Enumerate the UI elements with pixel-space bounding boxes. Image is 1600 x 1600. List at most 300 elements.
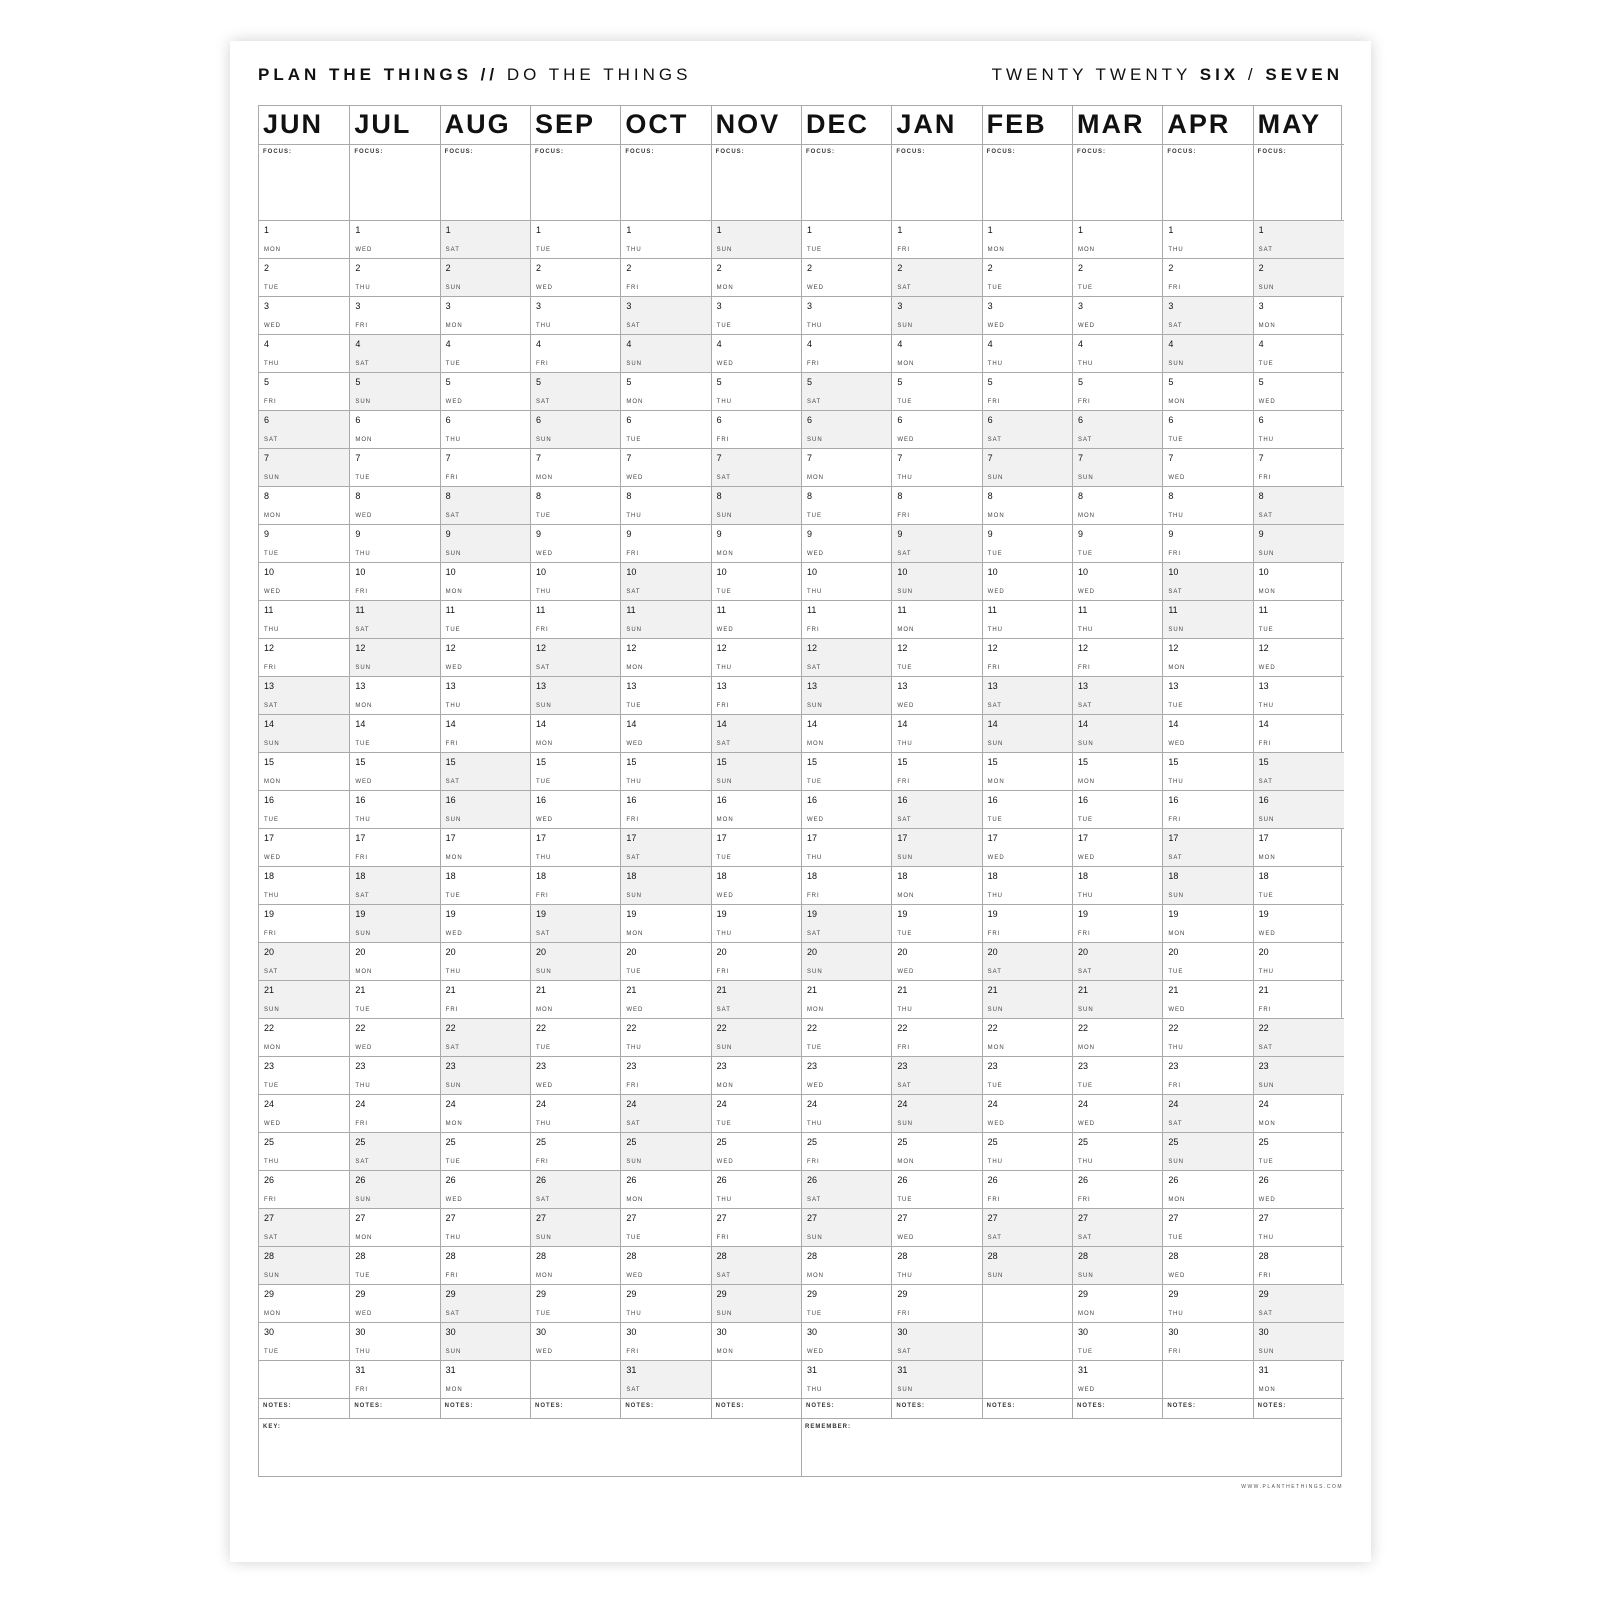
day-number: 12: [626, 643, 637, 653]
day-number: 2: [264, 263, 270, 273]
day-cell: [1163, 1056, 1253, 1094]
day-cell: [259, 1322, 349, 1360]
day-number: 15: [445, 757, 456, 767]
day-number: 13: [626, 681, 637, 691]
day-cell: [531, 866, 621, 904]
day-weekday: WED: [536, 1349, 553, 1355]
day-weekday: WED: [807, 1083, 824, 1089]
day-weekday: SAT: [355, 627, 370, 633]
day-weekday: MON: [807, 741, 824, 747]
day-weekday: FRI: [897, 247, 910, 253]
day-weekday: SUN: [626, 361, 642, 367]
day-number: 7: [264, 453, 270, 463]
day-cell: [802, 600, 892, 638]
day-cell: [621, 372, 711, 410]
day-weekday: THU: [626, 1045, 642, 1051]
day-cell: [259, 448, 349, 486]
day-number: 14: [987, 719, 998, 729]
day-cell: [1254, 1094, 1344, 1132]
day-cell: [1073, 714, 1163, 752]
day-cell: [350, 562, 440, 600]
day-cell: [1073, 220, 1163, 258]
day-number: 26: [626, 1175, 637, 1185]
day-cell: [441, 1056, 531, 1094]
notes-label: NOTES:: [715, 1403, 745, 1409]
day-number: 17: [264, 833, 275, 843]
day-number: 18: [987, 871, 998, 881]
day-number: 20: [897, 947, 908, 957]
day-cell: [892, 828, 982, 866]
day-cell: [259, 980, 349, 1018]
day-number: 24: [1258, 1099, 1269, 1109]
day-weekday: SAT: [897, 1349, 912, 1355]
day-number: 21: [897, 985, 908, 995]
day-number: 16: [264, 795, 275, 805]
day-cell: [712, 980, 802, 1018]
day-weekday: WED: [987, 589, 1005, 595]
day-weekday: WED: [1078, 855, 1095, 861]
day-number: 9: [626, 529, 632, 539]
day-cell: [1254, 1132, 1344, 1170]
day-cell: [441, 486, 531, 524]
day-number: 26: [536, 1175, 547, 1185]
day-number: 16: [1078, 795, 1089, 805]
day-cell: [1254, 600, 1344, 638]
day-weekday: MON: [264, 1045, 281, 1051]
day-weekday: FRI: [807, 361, 820, 367]
day-weekday: SAT: [716, 1273, 731, 1279]
day-cell: [1163, 638, 1253, 676]
day-number: 20: [716, 947, 727, 957]
day-cell: [1073, 980, 1163, 1018]
day-number: 7: [1168, 453, 1174, 463]
day-weekday: TUE: [987, 551, 1003, 557]
day-weekday: SAT: [536, 1197, 551, 1203]
day-cell: [1073, 866, 1163, 904]
day-number: 6: [807, 415, 813, 425]
day-weekday: WED: [1168, 1273, 1186, 1279]
day-number: 4: [897, 339, 903, 349]
day-cell: [350, 1018, 440, 1056]
day-weekday: SUN: [626, 893, 642, 899]
day-cell: [621, 410, 711, 448]
day-weekday: THU: [445, 969, 461, 975]
day-weekday: WED: [264, 855, 281, 861]
day-weekday: THU: [897, 741, 913, 747]
day-cell: [1073, 486, 1163, 524]
day-cell: [712, 562, 802, 600]
day-weekday: SAT: [1168, 323, 1183, 329]
day-cell: [259, 1170, 349, 1208]
month-name: FEB: [986, 109, 1047, 139]
day-number: 19: [1078, 909, 1089, 919]
day-number: 27: [987, 1213, 998, 1223]
day-weekday: FRI: [897, 1311, 910, 1317]
day-number: 20: [987, 947, 998, 957]
day-cell: [621, 600, 711, 638]
day-cell: [1073, 904, 1163, 942]
day-number: 7: [807, 453, 813, 463]
day-weekday: FRI: [626, 285, 639, 291]
day-cell: [531, 1322, 621, 1360]
day-weekday: THU: [445, 1235, 461, 1241]
day-cell: [531, 752, 621, 790]
day-cell: [531, 1132, 621, 1170]
day-weekday: SAT: [626, 1121, 641, 1127]
day-weekday: THU: [807, 323, 823, 329]
day-weekday: WED: [897, 437, 915, 443]
day-weekday: THU: [1258, 437, 1274, 443]
day-number: 2: [1258, 263, 1264, 273]
day-number: 16: [987, 795, 998, 805]
day-weekday: FRI: [1168, 1349, 1181, 1355]
day-weekday: THU: [1168, 247, 1184, 253]
day-number: 7: [445, 453, 451, 463]
day-weekday: THU: [807, 589, 823, 595]
day-cell: [1073, 296, 1163, 334]
day-cell: [1254, 258, 1344, 296]
day-number: 27: [264, 1213, 275, 1223]
day-number: 24: [716, 1099, 727, 1109]
day-cell: [892, 448, 982, 486]
day-cell: [983, 220, 1073, 258]
day-cell: [441, 448, 531, 486]
day-weekday: MON: [716, 551, 734, 557]
day-number: 15: [536, 757, 547, 767]
day-cell: [350, 448, 440, 486]
day-cell: [712, 1094, 802, 1132]
day-number: 24: [626, 1099, 637, 1109]
day-cell: [350, 1208, 440, 1246]
day-weekday: THU: [264, 627, 280, 633]
day-number: 4: [1258, 339, 1264, 349]
day-weekday: THU: [987, 361, 1003, 367]
day-weekday: TUE: [264, 817, 279, 823]
day-number: 29: [1258, 1289, 1269, 1299]
day-weekday: MON: [807, 1273, 824, 1279]
day-cell: [531, 410, 621, 448]
day-cell: [531, 638, 621, 676]
day-cell: [892, 562, 982, 600]
day-number: 3: [987, 301, 993, 311]
day-weekday: FRI: [1168, 817, 1181, 823]
day-weekday: TUE: [897, 1197, 913, 1203]
day-number: 20: [1078, 947, 1089, 957]
day-cell: [1163, 1170, 1253, 1208]
day-weekday: THU: [626, 1311, 642, 1317]
day-cell: [1163, 1018, 1253, 1056]
day-number: 30: [1258, 1327, 1269, 1337]
day-cell: [441, 790, 531, 828]
day-cell: [983, 1132, 1073, 1170]
day-weekday: MON: [264, 513, 281, 519]
day-weekday: SUN: [897, 1387, 913, 1393]
day-cell: [1254, 448, 1344, 486]
day-weekday: TUE: [807, 1311, 822, 1317]
month-name: DEC: [806, 109, 870, 139]
day-weekday: MON: [536, 1273, 553, 1279]
notes-label: NOTES:: [1167, 1403, 1196, 1409]
day-number: 27: [1258, 1213, 1269, 1223]
day-cell: [350, 1094, 440, 1132]
day-weekday: SUN: [1258, 551, 1275, 557]
day-cell: [983, 866, 1073, 904]
day-number: 3: [1168, 301, 1174, 311]
day-cell: [1163, 676, 1253, 714]
day-number: 27: [1078, 1213, 1089, 1223]
day-cell: [892, 638, 982, 676]
day-cell: [259, 1246, 349, 1284]
empty-day-cell: [983, 1322, 1073, 1360]
day-cell: [802, 220, 892, 258]
day-cell: [802, 1094, 892, 1132]
day-cell: [259, 334, 349, 372]
day-weekday: FRI: [1078, 399, 1091, 405]
day-weekday: WED: [536, 285, 553, 291]
day-cell: [350, 600, 440, 638]
day-cell: [1073, 1170, 1163, 1208]
day-number: 22: [626, 1023, 637, 1033]
day-cell: [259, 1018, 349, 1056]
day-weekday: TUE: [626, 1235, 642, 1241]
day-number: 14: [1168, 719, 1179, 729]
day-cell: [1073, 1132, 1163, 1170]
day-cell: [892, 258, 982, 296]
focus-label: FOCUS:: [535, 149, 564, 155]
day-number: 18: [445, 871, 456, 881]
day-number: 7: [626, 453, 632, 463]
day-cell: [531, 828, 621, 866]
month-column: [711, 106, 802, 1419]
day-number: 6: [355, 415, 361, 425]
day-weekday: WED: [1168, 741, 1186, 747]
day-number: 21: [1078, 985, 1089, 995]
day-cell: [1163, 524, 1253, 562]
day-number: 28: [807, 1251, 818, 1261]
month-column: [440, 106, 531, 1419]
day-weekday: WED: [264, 589, 281, 595]
day-weekday: THU: [1078, 893, 1094, 899]
day-cell: [531, 600, 621, 638]
day-weekday: TUE: [355, 475, 371, 481]
day-weekday: THU: [1168, 513, 1184, 519]
day-weekday: FRI: [1168, 1083, 1181, 1089]
day-number: 17: [987, 833, 998, 843]
day-cell: [1163, 220, 1253, 258]
day-cell: [712, 866, 802, 904]
day-cell: [712, 1018, 802, 1056]
day-weekday: TUE: [536, 513, 551, 519]
day-weekday: FRI: [897, 779, 910, 785]
day-cell: [531, 904, 621, 942]
day-number: 26: [716, 1175, 727, 1185]
day-number: 3: [626, 301, 632, 311]
day-weekday: MON: [445, 855, 463, 861]
day-weekday: THU: [987, 627, 1003, 633]
day-number: 25: [807, 1137, 818, 1147]
day-number: 28: [626, 1251, 637, 1261]
day-weekday: TUE: [355, 741, 371, 747]
day-cell: [892, 1208, 982, 1246]
divider: [350, 1398, 440, 1399]
day-weekday: THU: [807, 1121, 823, 1127]
day-number: 18: [626, 871, 637, 881]
day-number: 23: [1168, 1061, 1179, 1071]
day-number: 5: [1258, 377, 1264, 387]
day-weekday: MON: [626, 665, 644, 671]
day-cell: [1254, 486, 1344, 524]
day-weekday: WED: [987, 855, 1005, 861]
day-number: 26: [355, 1175, 366, 1185]
day-weekday: WED: [1078, 323, 1095, 329]
day-weekday: SAT: [626, 323, 641, 329]
day-weekday: MON: [264, 1311, 281, 1317]
day-weekday: SAT: [536, 665, 551, 671]
day-weekday: TUE: [355, 1007, 371, 1013]
day-cell: [621, 980, 711, 1018]
day-number: 12: [264, 643, 275, 653]
day-number: 5: [1168, 377, 1174, 387]
day-cell: [892, 676, 982, 714]
day-cell: [621, 1132, 711, 1170]
day-number: 22: [445, 1023, 456, 1033]
day-weekday: THU: [355, 551, 371, 557]
day-weekday: WED: [536, 1083, 553, 1089]
day-number: 9: [1258, 529, 1264, 539]
day-number: 13: [1258, 681, 1269, 691]
day-number: 9: [264, 529, 270, 539]
day-cell: [1254, 1056, 1344, 1094]
day-number: 23: [264, 1061, 275, 1071]
day-number: 18: [536, 871, 547, 881]
day-weekday: SUN: [716, 1311, 733, 1317]
day-weekday: THU: [897, 1273, 913, 1279]
day-weekday: FRI: [987, 399, 1001, 405]
day-weekday: SAT: [807, 665, 822, 671]
day-weekday: WED: [807, 285, 824, 291]
day-number: 10: [626, 567, 637, 577]
month-column: [1072, 106, 1163, 1419]
day-number: 10: [897, 567, 908, 577]
day-number: 23: [1078, 1061, 1089, 1071]
day-cell: [531, 714, 621, 752]
divider: [712, 1398, 802, 1399]
day-cell: [531, 1170, 621, 1208]
day-number: 1: [897, 225, 903, 235]
day-number: 18: [897, 871, 908, 881]
day-number: 22: [264, 1023, 275, 1033]
day-weekday: SAT: [264, 1235, 279, 1241]
day-weekday: SUN: [1258, 1083, 1275, 1089]
divider: [712, 144, 802, 145]
day-number: 15: [1168, 757, 1179, 767]
day-cell: [1254, 1018, 1344, 1056]
focus-label: FOCUS:: [354, 149, 384, 155]
day-number: 29: [1078, 1289, 1089, 1299]
day-number: 14: [536, 719, 547, 729]
day-cell: [621, 638, 711, 676]
day-number: 17: [897, 833, 908, 843]
day-weekday: TUE: [897, 665, 913, 671]
day-number: 11: [536, 605, 546, 615]
notes-label: NOTES:: [1257, 1403, 1287, 1409]
day-weekday: MON: [897, 1159, 915, 1165]
day-number: 25: [987, 1137, 998, 1147]
day-weekday: TUE: [1168, 703, 1184, 709]
day-cell: [983, 372, 1073, 410]
day-number: 19: [536, 909, 547, 919]
day-weekday: SAT: [536, 931, 551, 937]
day-number: 26: [1258, 1175, 1269, 1185]
website-url: WWW.PLANTHETHINGS.COM: [1241, 1484, 1343, 1490]
day-cell: [983, 752, 1073, 790]
day-weekday: MON: [536, 475, 553, 481]
day-cell: [892, 790, 982, 828]
focus-label: FOCUS:: [625, 149, 655, 155]
day-number: 15: [264, 757, 275, 767]
day-number: 27: [536, 1213, 547, 1223]
day-number: 26: [807, 1175, 818, 1185]
day-number: 4: [1078, 339, 1084, 349]
day-cell: [621, 562, 711, 600]
day-weekday: FRI: [1168, 285, 1181, 291]
day-weekday: SUN: [1168, 1159, 1184, 1165]
day-weekday: SUN: [897, 1121, 913, 1127]
day-weekday: FRI: [987, 931, 1001, 937]
day-cell: [802, 866, 892, 904]
day-cell: [621, 1246, 711, 1284]
day-number: 21: [264, 985, 275, 995]
empty-day-cell: [983, 1360, 1073, 1398]
day-cell: [983, 942, 1073, 980]
day-weekday: THU: [1168, 779, 1184, 785]
day-number: 11: [355, 605, 365, 615]
day-weekday: TUE: [264, 285, 279, 291]
day-number: 8: [536, 491, 542, 501]
day-cell: [441, 638, 531, 676]
day-cell: [1073, 1246, 1163, 1284]
day-number: 18: [264, 871, 275, 881]
day-number: 26: [897, 1175, 908, 1185]
day-weekday: THU: [626, 779, 642, 785]
day-number: 17: [1078, 833, 1089, 843]
day-weekday: SUN: [807, 969, 823, 975]
day-cell: [802, 752, 892, 790]
day-number: 23: [445, 1061, 456, 1071]
day-weekday: THU: [536, 323, 552, 329]
day-cell: [441, 1246, 531, 1284]
day-cell: [892, 904, 982, 942]
day-cell: [1254, 334, 1344, 372]
day-weekday: MON: [1078, 1311, 1095, 1317]
focus-label: FOCUS:: [1257, 149, 1287, 155]
day-cell: [1163, 980, 1253, 1018]
day-number: 11: [807, 605, 817, 615]
day-weekday: TUE: [1078, 817, 1093, 823]
day-number: 29: [897, 1289, 908, 1299]
day-weekday: WED: [897, 703, 915, 709]
day-weekday: THU: [264, 1159, 280, 1165]
day-cell: [1073, 600, 1163, 638]
day-weekday: FRI: [987, 1197, 1001, 1203]
day-number: 28: [445, 1251, 456, 1261]
day-cell: [259, 942, 349, 980]
day-cell: [441, 296, 531, 334]
day-weekday: TUE: [987, 817, 1003, 823]
day-cell: [1254, 638, 1344, 676]
day-number: 22: [897, 1023, 908, 1033]
day-cell: [892, 334, 982, 372]
